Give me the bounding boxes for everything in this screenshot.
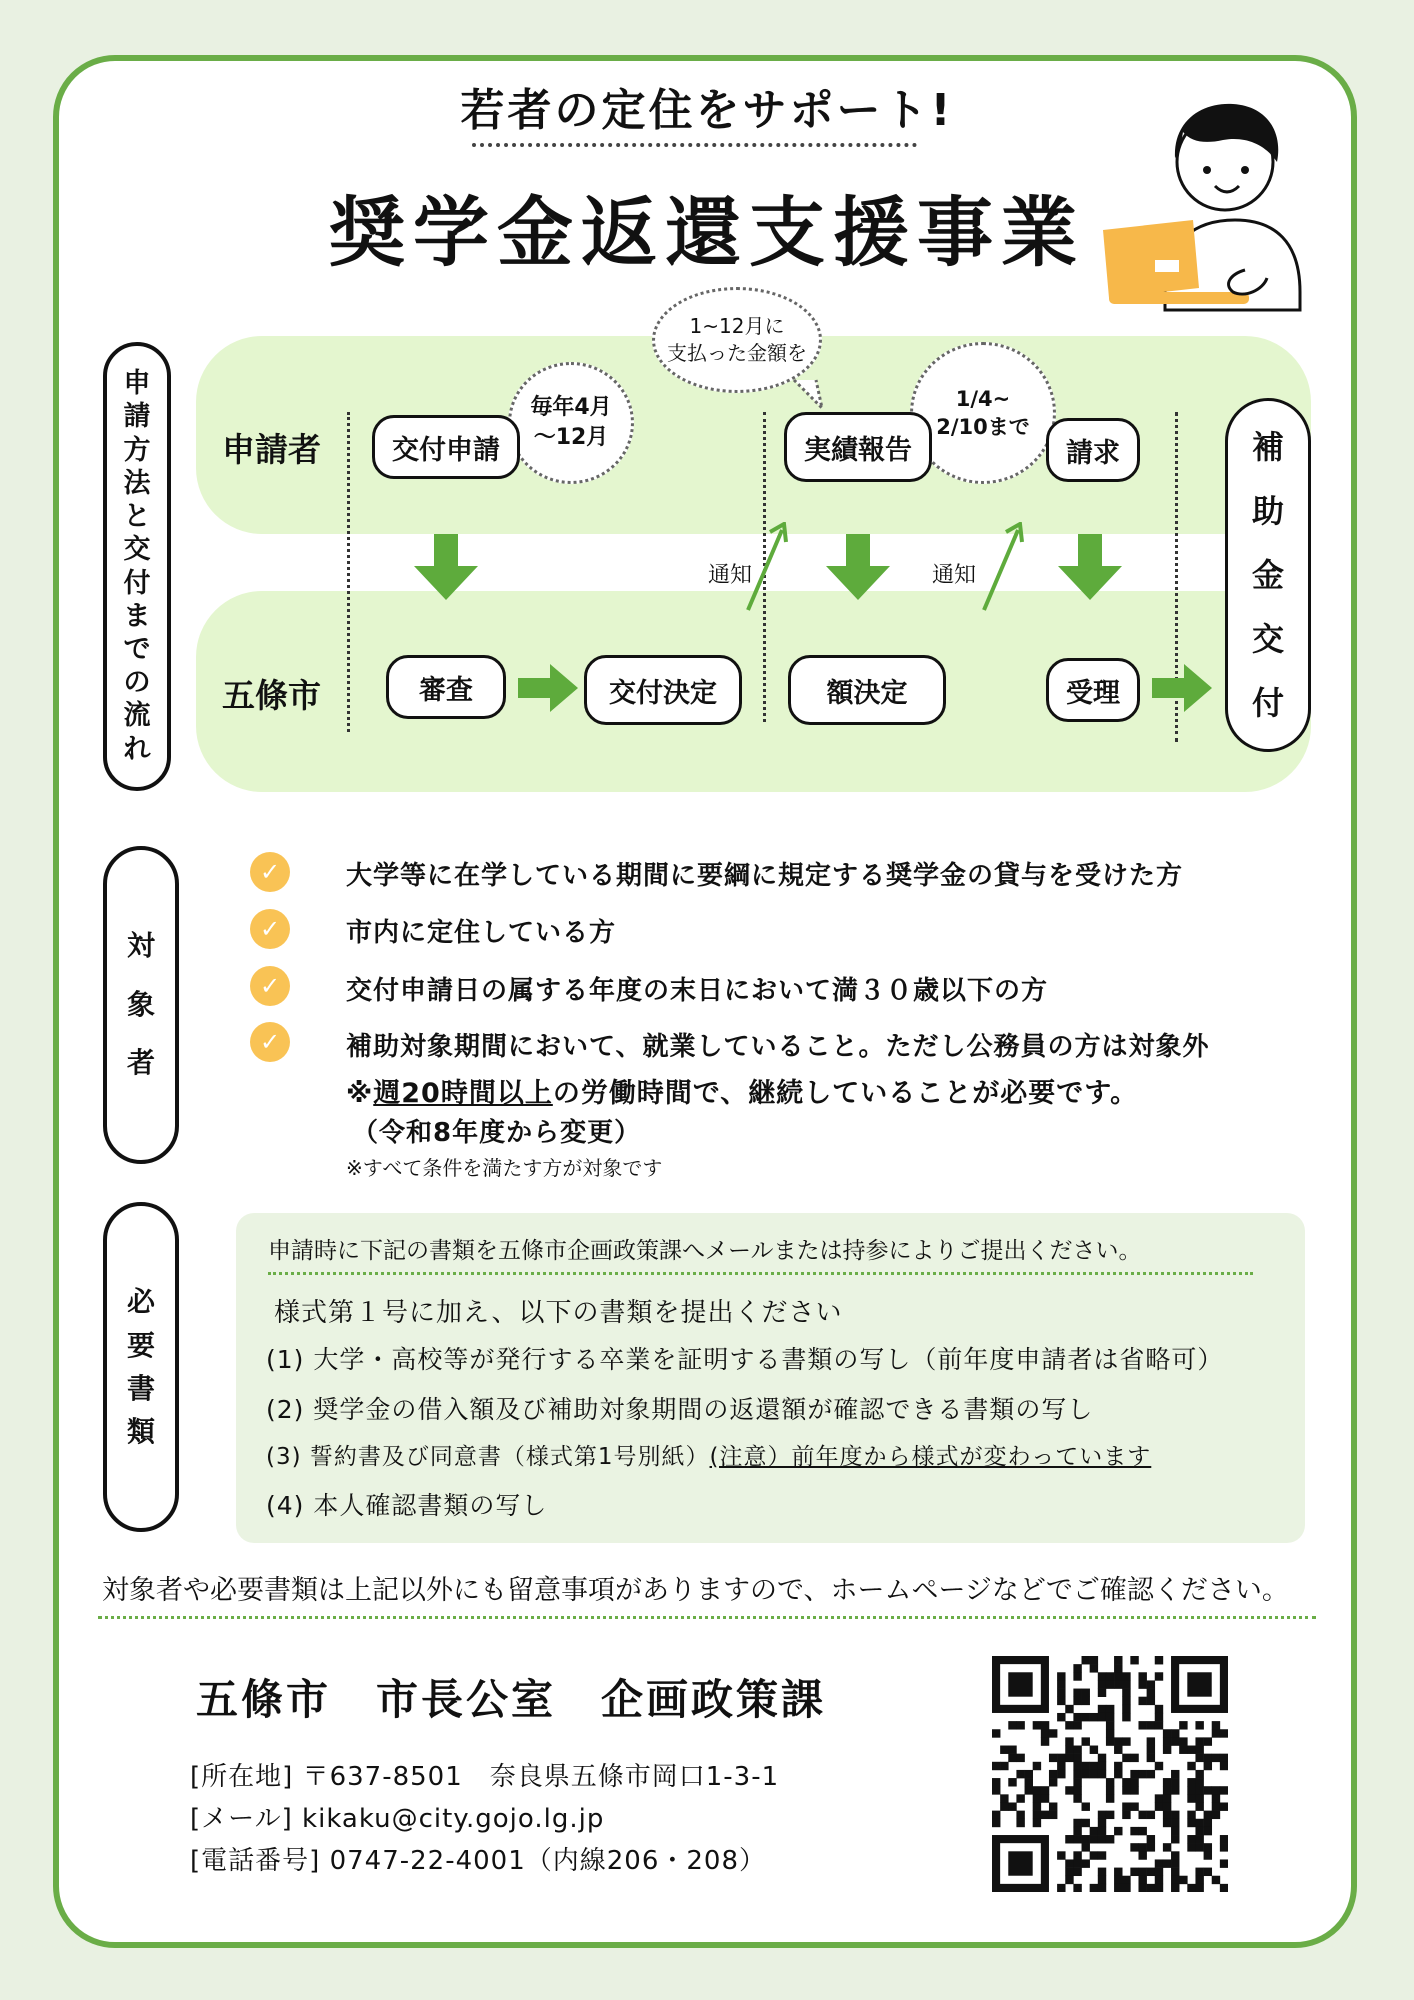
phone-line: [電話番号] 0747-22-4001（内線206・208） — [190, 1846, 766, 1876]
right-arrow-icon — [1152, 664, 1212, 712]
mail-link[interactable]: kikaku@city.gojo.lg.jp — [302, 1804, 605, 1834]
right-arrow-icon — [518, 664, 578, 712]
down-arrow-icon — [826, 534, 890, 600]
qr-code[interactable] — [992, 1656, 1228, 1892]
department-name: 五條市 市長公室 企画政策課 — [196, 1675, 827, 1724]
notice-label: 通知 — [932, 563, 977, 588]
eligibility-item: 市内に定住している方 — [346, 918, 617, 948]
applicant-label: 申請者 — [222, 430, 321, 469]
apply-step: 交付申請 — [372, 415, 520, 479]
document-item: (1) 大学・高校等が発行する卒業を証明する書類の写し（前年度申請者は省略可） — [266, 1345, 1224, 1374]
claim-period-bubble: 1/4~ 2/10まで — [910, 342, 1056, 484]
up-arrow-icon — [744, 522, 792, 614]
notice-text: 対象者や必要書類は上記以外にも留意事項がありますので、ホームページなどでご確認ください。 — [102, 1575, 1289, 1606]
documents-divider — [268, 1272, 1253, 1275]
section-label-flow: 申 請 方 法 と 交 付 ま で の 流 れ — [103, 342, 171, 791]
down-arrow-icon — [414, 534, 478, 600]
eligibility-item: 補助対象期間において、就業していること。ただし公務員の方は対象外 — [346, 1032, 1210, 1062]
person-laptop-illustration — [1095, 92, 1305, 312]
page-title: 奨学金返還支援事業 — [329, 188, 1085, 277]
down-arrow-icon — [1058, 534, 1122, 600]
city-band — [196, 591, 1311, 792]
section-label-eligibility: 対 象 者 — [103, 846, 179, 1164]
claim-step: 請求 — [1046, 418, 1140, 482]
document-item: (3) 誓約書及び同意書（様式第1号別紙）(注意）前年度から様式が変わっています — [266, 1444, 1152, 1470]
mail-line: [メール] kikaku@city.gojo.lg.jp — [190, 1804, 605, 1834]
working-hours-note: ※週20時間以上の労働時間で、継続していることが必要です。 — [346, 1078, 1139, 1109]
review-step: 審査 — [386, 655, 506, 719]
up-arrow-icon — [980, 522, 1028, 614]
page-subtitle: 若者の定住をサポート! — [460, 85, 954, 136]
subsidy-payment-label: 補 助 金 交 付 — [1225, 398, 1311, 752]
address-line: [所在地] 〒637-8501 奈良県五條市岡口1-3-1 — [190, 1762, 780, 1792]
flow-divider — [347, 412, 350, 732]
documents-lead: 様式第１号に加え、以下の書類を提出ください — [274, 1298, 843, 1328]
eligibility-item: 大学等に在学している期間に要綱に規定する奨学金の貸与を受けた方 — [346, 861, 1184, 891]
footer-divider — [98, 1616, 1316, 1619]
check-icon: ✓ — [250, 1022, 290, 1062]
check-icon: ✓ — [250, 966, 290, 1006]
speech-tail-icon — [792, 378, 828, 412]
documents-intro: 申請時に下記の書類を五條市企画政策課へメールまたは持参によりご提出ください。 — [268, 1238, 1142, 1264]
receipt-step: 受理 — [1046, 658, 1140, 722]
change-note: （令和8年度から変更） — [352, 1118, 642, 1148]
amount-decision-step: 額決定 — [788, 655, 946, 725]
subtitle-divider — [472, 143, 917, 147]
check-icon: ✓ — [250, 909, 290, 949]
notice-label: 通知 — [708, 563, 753, 588]
eligibility-footnote: ※すべて条件を満たす方が対象です — [346, 1156, 663, 1180]
section-label-documents: 必 要 書 類 — [103, 1202, 179, 1532]
document-item: (4) 本人確認書類の写し — [266, 1491, 548, 1520]
document-item: (2) 奨学金の借入額及び補助対象期間の返還額が確認できる書類の写し — [266, 1395, 1094, 1424]
city-label: 五條市 — [222, 676, 321, 715]
apply-period-bubble: 毎年4月 〜12月 — [508, 362, 634, 484]
report-amount-bubble: 1~12月に 支払った金額を — [652, 287, 822, 393]
eligibility-item: 交付申請日の属する年度の末日において満３０歳以下の方 — [346, 976, 1049, 1006]
grant-decision-step: 交付決定 — [584, 655, 742, 725]
check-icon: ✓ — [250, 852, 290, 892]
report-step: 実績報告 — [784, 412, 932, 482]
